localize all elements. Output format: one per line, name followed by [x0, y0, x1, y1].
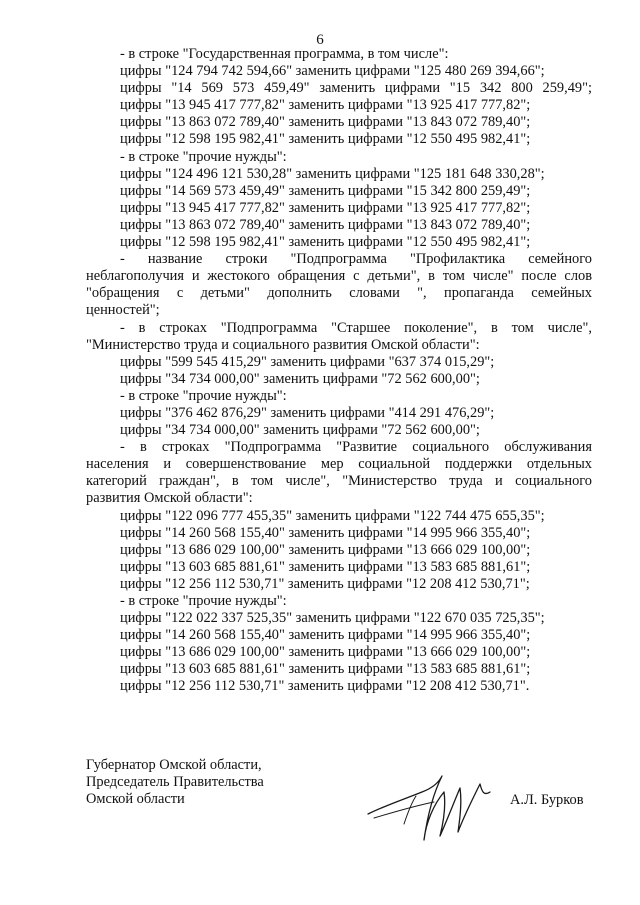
text-line: цифры "13 686 029 100,00" заменить цифрами "13 666 029 100,00";	[120, 541, 531, 558]
text-line: цифры "34 734 000,00" заменить цифрами "72 562 600,00";	[120, 422, 480, 439]
text-line: цифры "14 260 568 155,40" заменить цифрами "14 995 966 355,40";	[120, 524, 531, 541]
text-line: - название строки "Подпрограмма "Профилактика семейного	[120, 251, 592, 268]
text-line: цифры "14 569 573 459,49" заменить цифрами "15 342 800 259,49";	[120, 80, 592, 97]
text-line: цифры "14 569 573 459,49" заменить цифрами "15 342 800 259,49";	[120, 182, 531, 199]
text-line: цифры "376 462 876,29" заменить цифрами "414 291 476,29";	[120, 404, 495, 421]
text-line: цифры "13 686 029 100,00" заменить цифрами "13 666 029 100,00";	[120, 644, 531, 661]
text-line: цифры "14 260 568 155,40" заменить цифрами "14 995 966 355,40";	[120, 627, 531, 644]
text-line: населения и совершенствование мер социальной поддержки отдельных	[86, 456, 592, 473]
signatory-title-line: Председатель Правительства	[86, 774, 264, 791]
text-line: цифры "13 863 072 789,40" заменить цифрами "13 843 072 789,40";	[120, 216, 531, 233]
signatory-title-line: Губернатор Омской области,	[86, 757, 262, 773]
text-line: категорий граждан", в том числе", "Министерство труда и социального	[86, 473, 592, 490]
handwritten-signature	[364, 762, 504, 852]
text-line: цифры "13 863 072 789,40" заменить цифрами "13 843 072 789,40";	[120, 114, 531, 131]
signatory-title-line: Омской области	[86, 791, 185, 808]
text-line: цифры "34 734 000,00" заменить цифрами "72 562 600,00";	[120, 370, 480, 387]
text-line: цифры "12 256 112 530,71" заменить цифрами "12 208 412 530,71".	[120, 678, 530, 695]
text-line: - в строке "прочие нужды":	[120, 148, 287, 165]
text-line: цифры "124 496 121 530,28" заменить цифрами "125 181 648 330,28";	[120, 165, 545, 182]
text-line: - в строке "прочие нужды":	[120, 387, 287, 404]
text-line: цифры "13 945 417 777,82" заменить цифрами "13 925 417 777,82";	[120, 97, 531, 114]
text-line: ценностей";	[86, 302, 160, 319]
text-line: "Министерство труда и социального развития Омской области":	[86, 336, 480, 353]
text-line: цифры "124 794 742 594,66" заменить цифрами "125 480 269 394,66";	[120, 63, 545, 80]
text-line: цифры "13 603 685 881,61" заменить цифрами "13 583 685 881,61";	[120, 661, 531, 678]
text-line: развития Омской области":	[86, 490, 253, 507]
text-line: - в строке "прочие нужды":	[120, 593, 287, 609]
text-line: цифры "599 545 415,29" заменить цифрами "637 374 015,29";	[120, 353, 495, 370]
text-line: "обращения с детьми" дополнить словами ", пропаганда семейных	[86, 285, 592, 302]
text-line: цифры "12 598 195 982,41" заменить цифрами "12 550 495 982,41";	[120, 234, 531, 251]
document-body	[86, 46, 592, 696]
text-line: цифры "12 598 195 982,41" заменить цифрами "12 550 495 982,41";	[120, 131, 531, 148]
text-line: - в строке "Государственная программа, в том числе":	[120, 46, 449, 62]
text-line: цифры "122 096 777 455,35" заменить цифрами "122 744 475 655,35";	[120, 507, 545, 524]
text-line: неблагополучия и жестокого обращения с детьми", в том числе" после слов	[86, 268, 592, 285]
text-line: цифры "13 603 685 881,61" заменить цифрами "13 583 685 881,61";	[120, 558, 531, 575]
text-line: цифры "13 945 417 777,82" заменить цифрами "13 925 417 777,82";	[120, 199, 531, 216]
text-line: цифры "12 256 112 530,71" заменить цифрами "12 208 412 530,71";	[120, 575, 530, 592]
text-line: цифры "122 022 337 525,35" заменить цифрами "122 670 035 725,35";	[120, 610, 545, 627]
text-line: - в строках "Подпрограмма "Старшее поколение", в том числе",	[120, 319, 592, 336]
signatory-title	[86, 757, 264, 809]
text-line: - в строках "Подпрограмма "Развитие социального обслуживания	[120, 439, 592, 456]
page-number: 6	[316, 32, 324, 48]
signatory-name: А.Л. Бурков	[510, 792, 584, 808]
